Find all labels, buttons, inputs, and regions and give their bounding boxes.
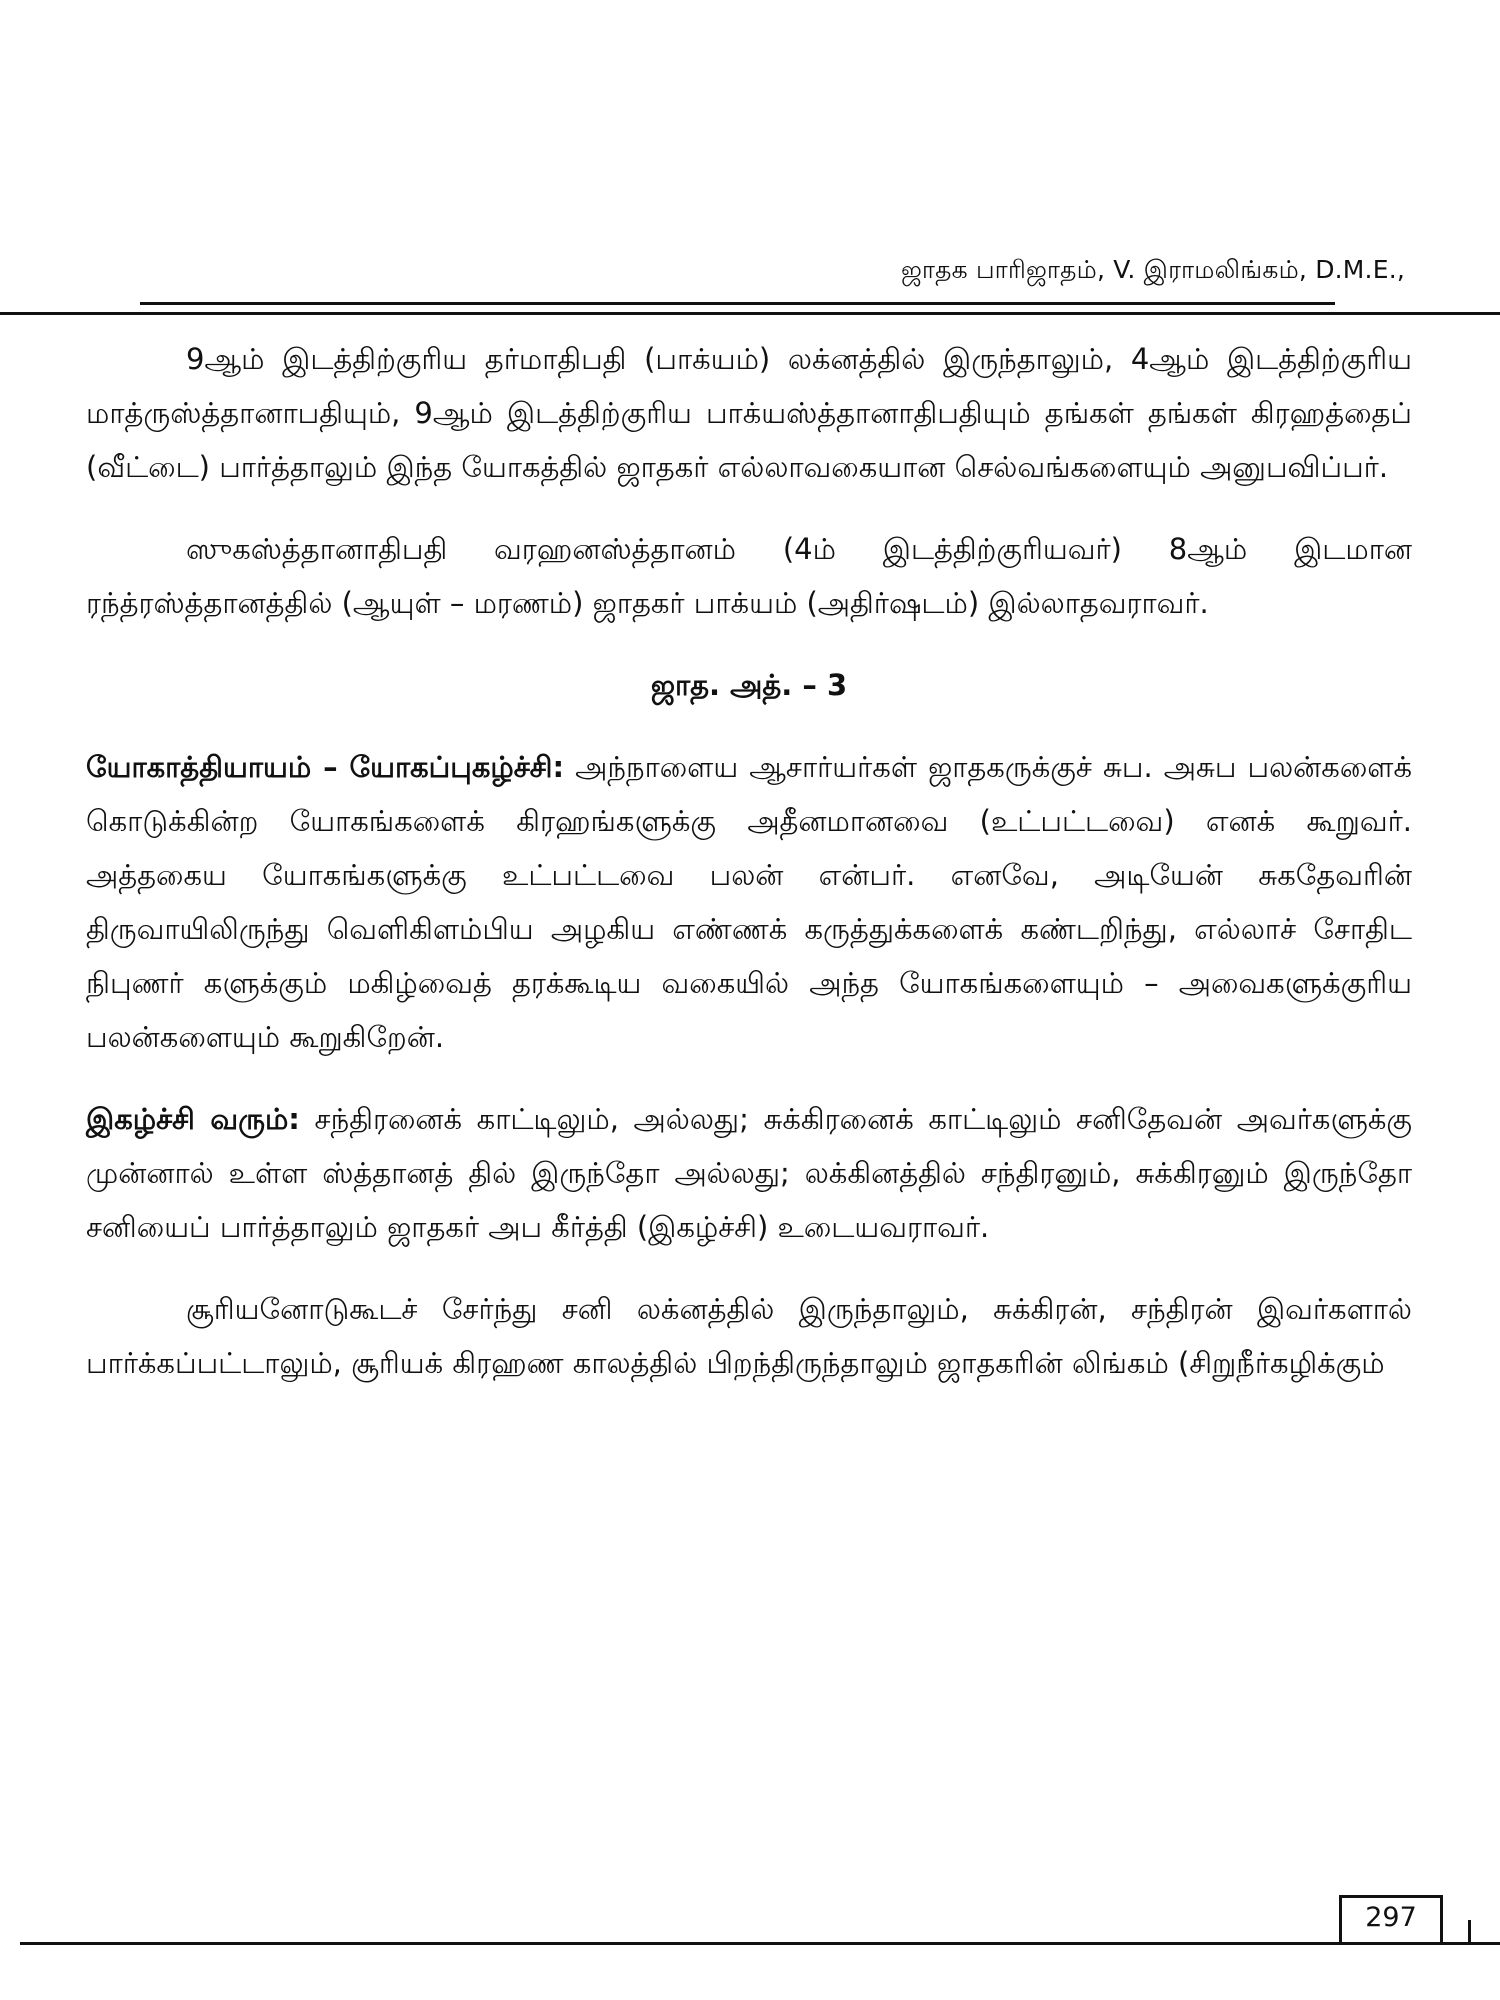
paragraph-2: ஸுகஸ்த்தானாதிபதி வரஹனஸ்த்தானம் (4ம் இடத்திற்குரியவர்) 8ஆம் இடமான ரந்த்ரஸ்த்தானத்தில் (ஆயுள் – மரணம்) ஜாதகர் பாக்யம் (அதிர்ஷடம்) இல்லாதவராவர்.: [86, 532, 1412, 620]
paragraph-4-body: சந்திரனைக் காட்டிலும், அல்லது; சுக்கிரனைக் காட்டிலும் சனிதேவன் அவர்களுக்கு முன்னால் உள்ள ஸ்த்தானத் தில் இருந்தோ அல்லது; லக்கினத்தில் சந்திரனும், சுக்கிரனும் இருந்தோ சனியைப் பார்த்தாலும் ஜாதகர் அப கீர்த்தி (இகழ்ச்சி) உடையவராவர்.: [86, 1102, 1413, 1244]
header-rule-upper: [140, 302, 1335, 305]
header-rule-lower: [0, 312, 1500, 315]
running-header: ஜாதக பாரிஜாதம், V. இராமலிங்கம், D.M.E.,: [901, 255, 1405, 284]
paragraph-4-heading: இகழ்ச்சி வரும்:: [86, 1102, 300, 1136]
section-title: ஜாத. அத். – 3: [650, 668, 848, 702]
footer-rule-tick: [1468, 1920, 1471, 1945]
paragraph-5: சூரியனோடுகூடச் சேர்ந்து சனி லக்னத்தில் இருந்தாலும், சுக்கிரன், சந்திரன் இவர்களால் பார்க்கப்பட்டாலும், சூரியக் கிரஹண காலத்தில் பிறந்திருந்தாலும் ஜாதகரின் லிங்கம் (சிறுநீர்கழிக்கும்: [86, 1292, 1412, 1380]
paragraph-3-body: அந்நாளைய ஆசார்யர்கள் ஜாதகருக்குச் சுப. அசுப பலன்களைக் கொடுக்கின்ற யோகங்களைக் கிரஹங்களுக்கு அதீனமானவை (உட்பட்டவை) எனக் கூறுவர். அத்தகைய யோகங்களுக்கு உட்பட்டவை பலன் என்பர். எனவே, அடியேன் சுகதேவரின் திருவாயிலிருந்து வெளிகிளம்பிய அழகிய எண்ணக் கருத்துக்களைக் கண்டறிந்து, எல்லாச் சோதிட நிபுணர் களுக்கும் மகிழ்வைத் தரக்கூடிய வகையில் அந்த யோகங்களையும் – அவைகளுக்குரிய பலன்களையும் கூறுகிறேன்.: [86, 750, 1412, 1054]
page-number: 297: [1365, 1902, 1417, 1933]
paragraph-1: 9ஆம் இடத்திற்குரிய தர்மாதிபதி (பாக்யம்) லக்னத்தில் இருந்தாலும், 4ஆம் இடத்திற்குரிய மாத்ருஸ்த்தானாபதியும், 9ஆம் இடத்திற்குரிய பாக்யஸ்த்தானாதிபதியும் தங்கள் தங்கள் கிரஹத்தைப் (வீட்டை) பார்த்தாலும் இந்த யோகத்தில் ஜாதகர் எல்லாவகையான செல்வங்களையும் அனுபவிப்பர்.: [86, 342, 1412, 484]
page-number-box: [1339, 1895, 1443, 1945]
paragraph-3-heading: யோகாத்தியாயம் – யோகப்புகழ்ச்சி:: [86, 750, 565, 784]
paragraph-4: [86, 1092, 1412, 1254]
paragraph-3: [86, 740, 1412, 1064]
footer-rule: [20, 1942, 1500, 1945]
page-body: [86, 332, 1412, 1418]
